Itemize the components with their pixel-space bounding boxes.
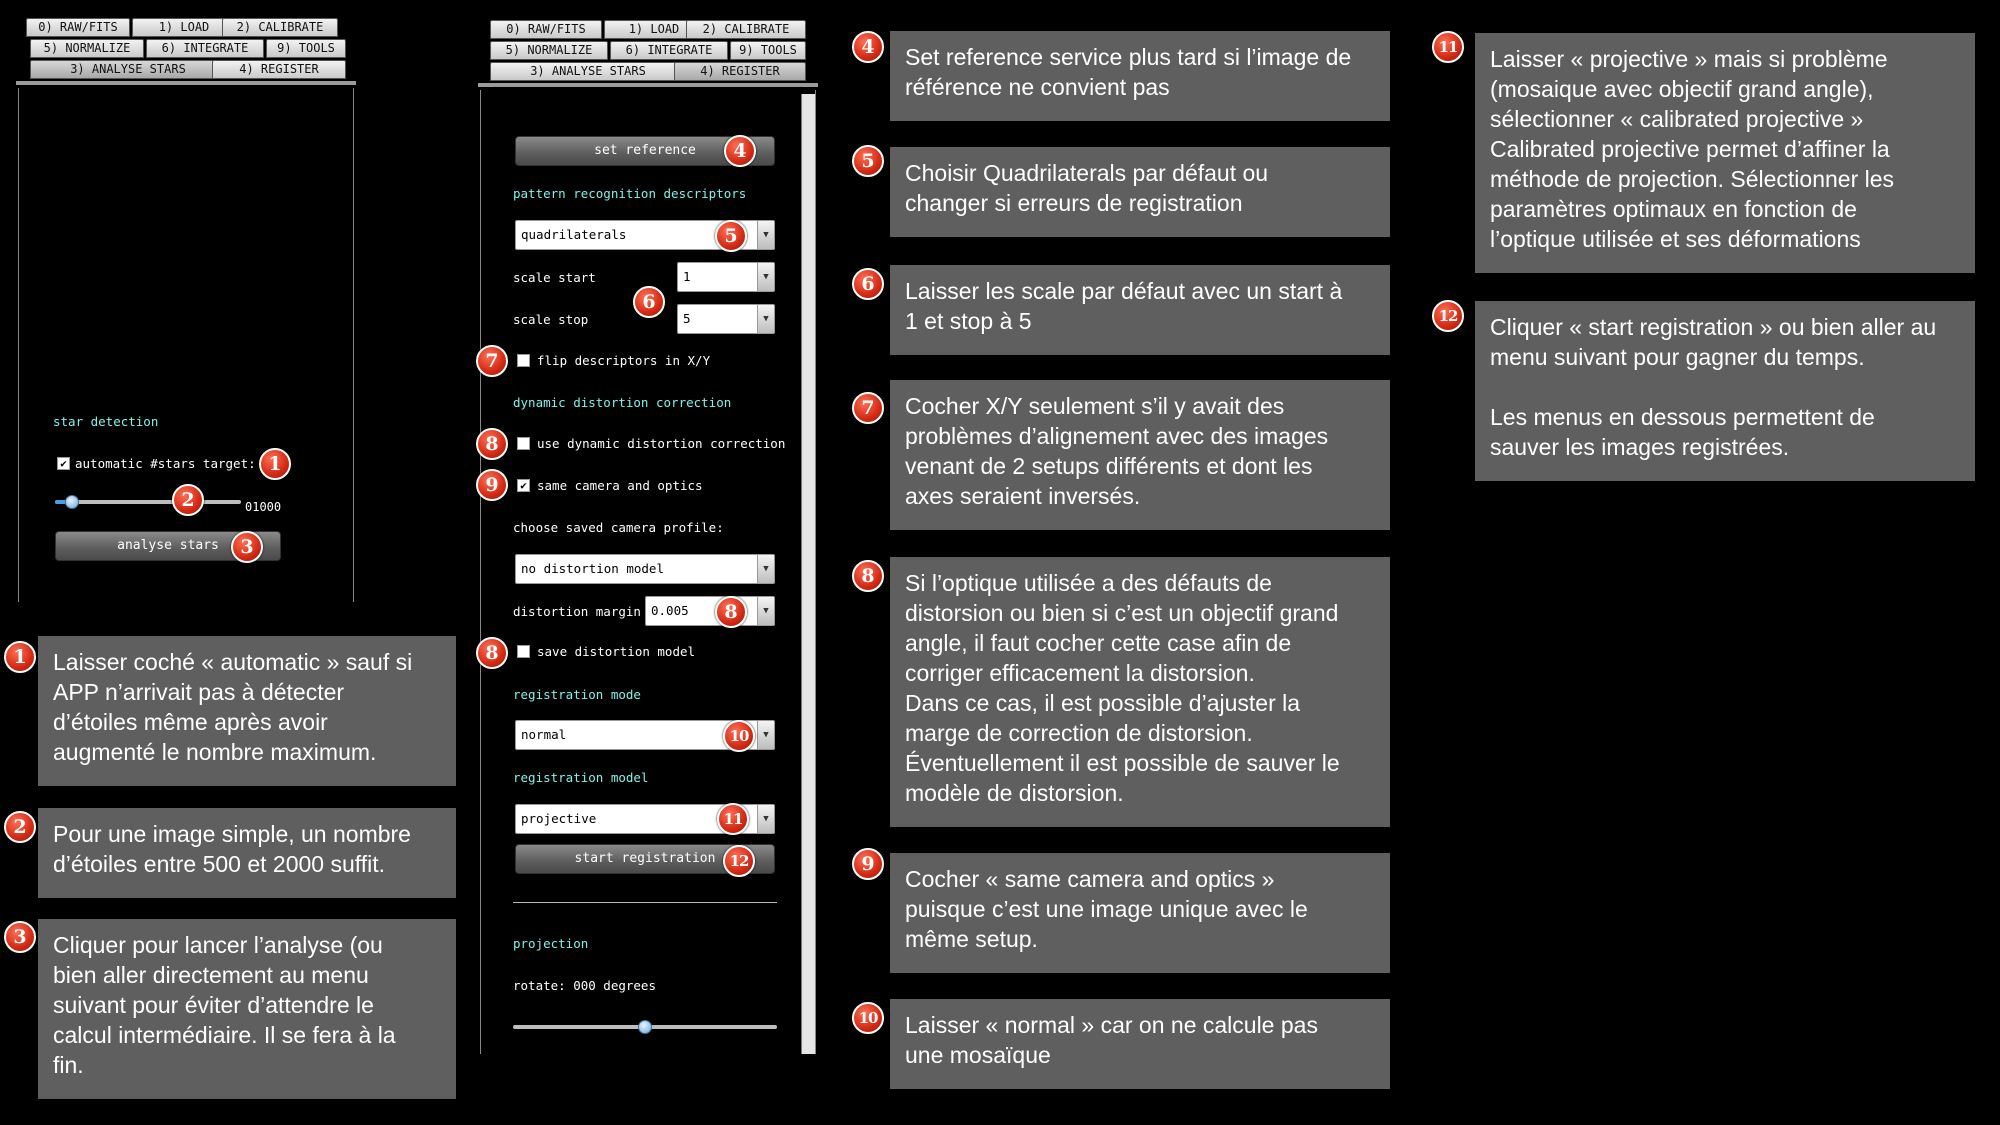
badge-11: 11 [1432,31,1464,63]
badge-7: 7 [852,392,884,424]
callout-5: Choisir Quadrilaterals par défaut ou changer si erreurs de registration [890,147,1390,237]
tab-load[interactable]: 1) LOAD [132,18,236,37]
badge-2: 2 [172,484,204,516]
register-tabstrip [478,20,818,90]
badge-8: 8 [476,637,508,669]
tab-register[interactable]: 4) REGISTER [674,62,806,81]
pattern-recognition-label: pattern recognition descriptors [513,186,747,201]
tab-integrate[interactable]: 6) INTEGRATE [610,41,728,60]
pattern-descriptors-value: quadrilaterals [521,227,627,242]
tab-tools[interactable]: 9) TOOLS [266,39,346,58]
set-reference-button[interactable]: set reference [515,136,775,166]
tab-underline [478,83,818,87]
badge-4: 4 [724,135,756,167]
callout-3: Cliquer pour lancer l’analyse (ou bien aller directement au menu suivant pour éviter d’attendre le calcul intermédiaire. Il se fera à la fin. [38,919,456,1099]
callout-2: Pour une image simple, un nombre d’étoiles entre 500 et 2000 suffit. [38,808,456,898]
distortion-margin-label: distortion margin [513,604,641,619]
scale-start-value: 1 [683,269,691,284]
tab-normalize[interactable]: 5) NORMALIZE [30,39,144,58]
badge-1: 1 [4,641,36,673]
callout-10: Laisser « normal » car on ne calcule pas une mosaïque [890,999,1390,1089]
badge-7: 7 [476,345,508,377]
star-detection-label: star detection [53,414,159,429]
flip-descriptors-checkbox[interactable] [517,354,530,367]
camera-profile-dropdown[interactable] [515,554,775,584]
tab-register[interactable]: 4) REGISTER [212,60,346,79]
badge-8: 8 [476,428,508,460]
dynamic-distortion-label: dynamic distortion correction [513,395,732,410]
tab-raw-fits[interactable]: 0) RAW/FITS [490,20,602,39]
scale-stop-label: scale stop [513,312,589,327]
chevron-down-icon: ▼ [757,555,774,583]
badge-12: 12 [723,845,755,877]
scale-start-dropdown[interactable] [677,262,775,292]
tab-analyse-stars[interactable]: 3) ANALYSE STARS [490,62,686,81]
distortion-margin-value: 0.005 [651,603,689,618]
badge-10: 10 [852,1002,884,1034]
tab-integrate[interactable]: 6) INTEGRATE [146,39,264,58]
same-camera-label: same camera and optics [537,478,703,493]
distortion-margin-dropdown[interactable] [645,596,775,626]
use-dynamic-distortion-label: use dynamic distortion correction [537,436,786,451]
badge-9: 9 [476,469,508,501]
projection-label: projection [513,936,589,951]
registration-model-value: projective [521,811,597,826]
scale-start-label: scale start [513,270,596,285]
badge-4: 4 [852,31,884,63]
rotate-slider[interactable] [638,1020,652,1034]
auto-stars-label: automatic #stars target: [75,456,256,471]
scale-stop-dropdown[interactable] [677,304,775,334]
registration-mode-value: normal [521,727,567,742]
registration-model-label: registration model [513,770,649,785]
registration-mode-label: registration mode [513,687,641,702]
tab-load[interactable]: 1) LOAD [604,20,704,39]
chevron-down-icon: ▼ [757,263,774,291]
rotate-label: rotate: 000 degrees [513,978,656,993]
scale-stop-value: 5 [683,311,691,326]
badge-8: 8 [852,560,884,592]
save-distortion-checkbox[interactable] [517,645,530,658]
same-camera-checkbox[interactable]: ✔ [517,479,530,492]
star-count-value: 01000 [245,500,282,514]
badge-6: 6 [852,268,884,300]
chevron-down-icon: ▼ [757,305,774,333]
chevron-down-icon: ▼ [757,805,774,833]
save-distortion-label: save distortion model [537,644,696,659]
star-count-slider-track [55,500,241,504]
star-count-slider[interactable] [65,495,79,509]
badge-12: 12 [1432,300,1464,332]
badge-5: 5 [852,145,884,177]
camera-profile-value: no distortion model [521,561,664,576]
tab-analyse-stars[interactable]: 3) ANALYSE STARS [30,60,226,79]
callout-4: Set reference service plus tard si l’image de référence ne convient pas [890,31,1390,121]
badge-2: 2 [4,811,36,843]
chevron-down-icon: ▼ [757,721,774,749]
callout-6: Laisser les scale par défaut avec un start à 1 et stop à 5 [890,265,1390,355]
chevron-down-icon: ▼ [757,221,774,249]
callout-9: Cocher « same camera and optics » puisque c’est une image unique avec le même setup. [890,853,1390,973]
tab-tools[interactable]: 9) TOOLS [730,41,806,60]
camera-profile-label: choose saved camera profile: [513,520,724,535]
tab-normalize[interactable]: 5) NORMALIZE [490,41,608,60]
auto-stars-checkbox[interactable]: ✔ [57,457,70,470]
flip-descriptors-label: flip descriptors in X/Y [537,353,711,368]
badge-5: 5 [715,220,747,252]
start-registration-button[interactable]: start registration [515,844,775,874]
callout-1: Laisser coché « automatic » sauf si APP n’arrivait pas à détecter d’étoiles même après avoir augmenté le nombre maximum. [38,636,456,786]
register-scrollbar[interactable] [801,94,815,1054]
callout-11: Laisser « projective » mais si problème (mosaique avec objectif grand angle), sélectionner « calibrated projective » Calibrated projective permet d’affiner la méthode de projection. Sélectionner les paramètres optimaux en fonction de l’optique utilisée et ses déformations [1475,33,1975,273]
chevron-down-icon: ▼ [757,597,774,625]
analyse-stars-panel [18,88,354,602]
callout-7: Cocher X/Y seulement s’il y avait des problèmes d’alignement avec des images venant de 2 setups différents et dont les axes seraient inversés. [890,380,1390,530]
badge-3: 3 [231,531,263,563]
tab-raw-fits[interactable]: 0) RAW/FITS [26,18,130,37]
badge-9: 9 [852,848,884,880]
analyse-tabstrip [16,18,356,88]
analyse-stars-button[interactable]: analyse stars [55,531,281,561]
use-dynamic-distortion-checkbox[interactable] [517,437,530,450]
badge-11: 11 [717,803,749,835]
tab-calibrate[interactable]: 2) CALIBRATE [222,18,338,37]
panel-divider [513,902,777,903]
callout-12: Cliquer « start registration » ou bien aller au menu suivant pour gagner du temps. Les menus en dessous permettent de sauver les images registrées. [1475,301,1975,481]
badge-3: 3 [4,921,36,953]
badge-1: 1 [259,448,291,480]
badge-6: 6 [633,286,665,318]
register-panel [480,90,816,1054]
callout-8: Si l’optique utilisée a des défauts de distorsion ou bien si c’est un objectif grand angle, il faut cocher cette case afin de corriger efficacement la distorsion. Dans ce cas, il est possible d’ajuster la marge de correction de distorsion. Éventuellement il est possible de sauver le modèle de distorsion. [890,557,1390,827]
badge-8: 8 [715,596,747,628]
tab-underline [16,81,356,85]
badge-10: 10 [723,720,755,752]
tab-calibrate[interactable]: 2) CALIBRATE [686,20,806,39]
